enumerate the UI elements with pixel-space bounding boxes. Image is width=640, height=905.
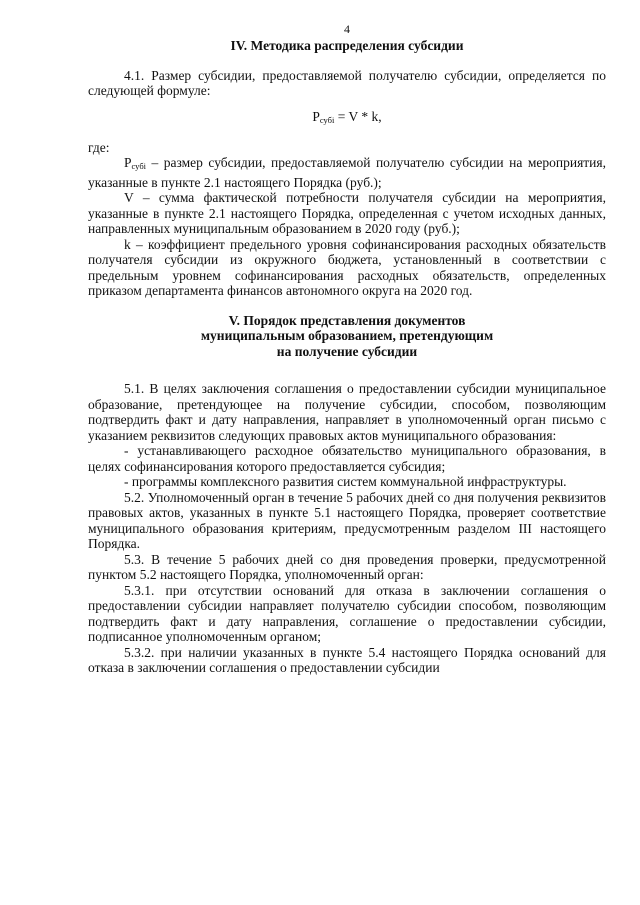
section-5-heading-line2: муниципальным образованием, претендующим	[200, 328, 494, 343]
formula-symbol-p: P	[312, 108, 320, 124]
def-p-symbol: P	[124, 155, 132, 170]
definition-k: k – коэффициент предельного уровня софинансирования расходных обязательств получателя субсидии из окружного бюджета, установленный в соответствии с предельным уровнем софинансирования расходных обязательств, определенных приказом департамента финансов автономного округа на 2020 год.	[88, 236, 606, 298]
section-5-heading-line1: V. Порядок представления документов	[228, 312, 466, 328]
paragraph-4-1: 4.1. Размер субсидии, предоставляемой получателю субсидии, определяется по следующей формуле:	[88, 67, 606, 98]
definition-p-sub	[88, 155, 606, 190]
list-item-1: - устанавливающего расходное обязательство муниципального образования, в целях софинансирования которого предоставляется субсидия;	[88, 443, 606, 474]
section-5-heading-line3: на получение субсидии	[276, 343, 418, 359]
document-page	[88, 22, 606, 676]
paragraph-5-3: 5.3. В течение 5 рабочих дней со дня проведения проверки, предусмотренной пунктом 5.2 настоящего Порядка, уполномоченный орган:	[88, 551, 606, 582]
paragraph-5-3-2: 5.3.2. при наличии указанных в пункте 5.4 настоящего Порядка оснований для отказа в заключении соглашения о предоставлении субсидии	[88, 644, 606, 675]
list-item-2: - программы комплексного развития систем коммунальной инфраструктуры.	[124, 474, 567, 489]
formula	[88, 109, 606, 128]
page-number: 4	[344, 22, 350, 36]
paragraph-5-2: 5.2. Уполномоченный орган в течение 5 рабочих дней со дня получения реквизитов правовых актов, указанных в пункте 5.1 настоящего Порядка, проверяет соответствие муниципального образования критериям, предусмотренным разделом III настоящего Порядка.	[88, 489, 606, 551]
section-4-heading: IV. Методика распределения субсидии	[230, 38, 464, 53]
def-p-subscript: субi	[131, 161, 147, 171]
def-p-text: – размер субсидии, предоставляемой получателю субсидии на мероприятия, указанные в пункте 2.1 настоящего Порядка (руб.);	[88, 155, 606, 190]
where-label: где:	[88, 139, 110, 155]
paragraph-5-3-1: 5.3.1. при отсутствии оснований для отказа в заключении соглашения о предоставлении субсидии направляет получателю субсидии способом, позволяющим подтвердить факт и дату направления, соглашение о предоставлении субсидии, подписанное уполномоченным органом;	[88, 582, 606, 644]
paragraph-5-1: 5.1. В целях заключения соглашения о предоставлении субсидии муниципальное образование, претендующее на получение субсидии, способом, позволяющим подтвердить факт и дату направления, направляет в уполномоченный орган письмо с указанием реквизитов следующих правовых актов муниципального образования:	[88, 381, 606, 443]
definition-v: V – сумма фактической потребности получателя субсидии на мероприятия, указанные в пункте 2.1 настоящего Порядка, определенная с учетом исходных данных, направленных муниципальным образованием в 2020 году (руб.);	[88, 190, 606, 236]
formula-subscript: субi	[319, 114, 335, 125]
formula-rhs: = V * k,	[334, 108, 382, 124]
